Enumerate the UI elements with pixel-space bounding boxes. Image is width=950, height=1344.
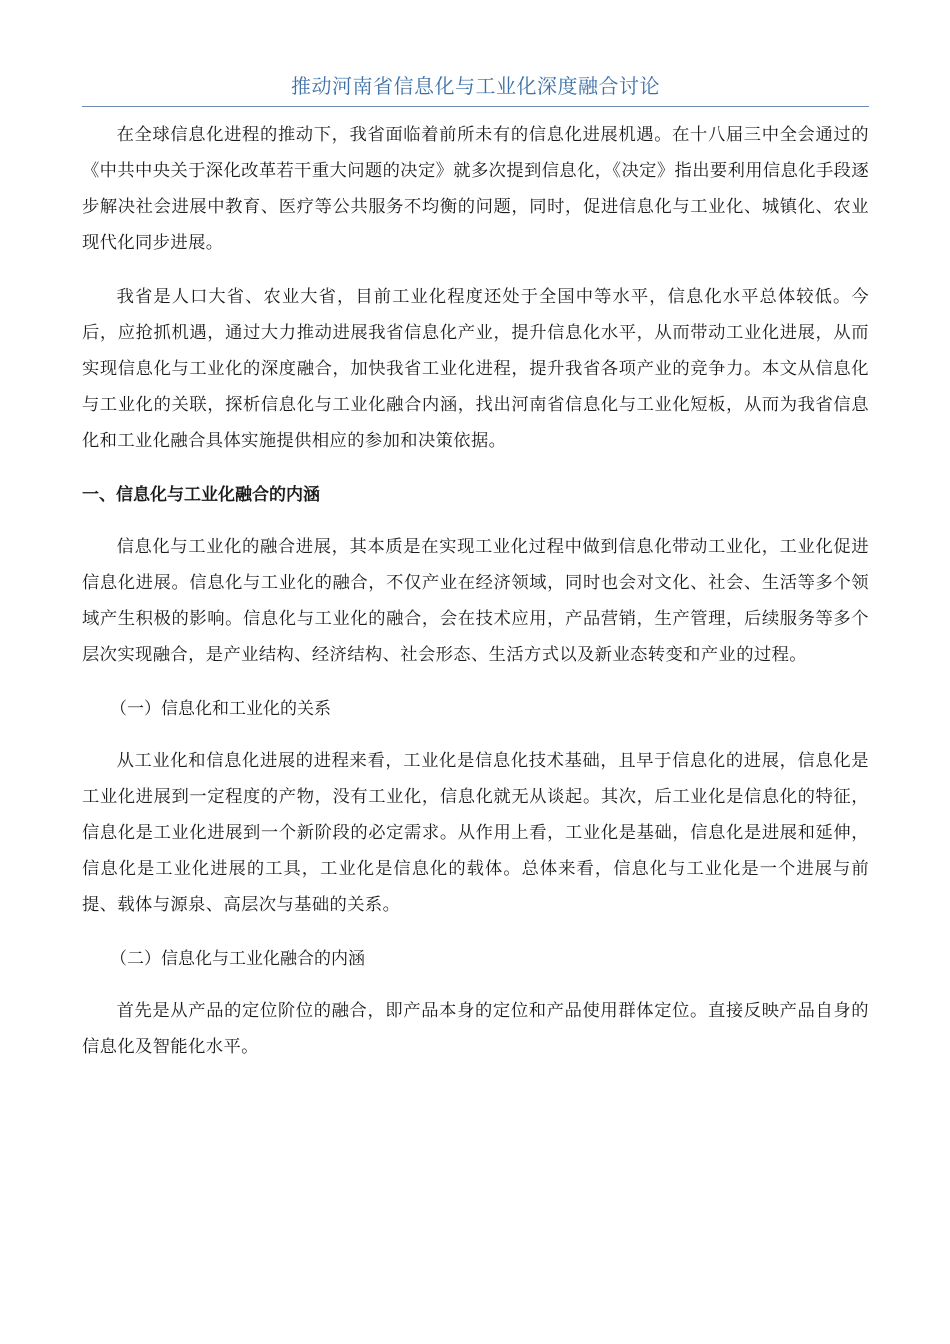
section-heading-1: 一、信息化与工业化融合的内涵 [82,485,320,505]
document-page [82,72,869,1083]
paragraph-intro-1: 在全球信息化进程的推动下，我省面临着前所未有的信息化进展机遇。在十八届三中全会通过的《中共中央关于深化改革若干重大问题的决定》就多次提到信息化，《决定》指出要利用信息化手段逐步解决社会进展中教育、医疗等公共服务不均衡的问题，同时，促进信息化与工业化、城镇化、农业现代化同步进展。 [82,125,870,253]
paragraph-intro-2: 我省是人口大省、农业大省，目前工业化程度还处于全国中等水平，信息化水平总体较低。今后，应抢抓机遇，通过大力推动进展我省信息化产业，提升信息化水平，从而带动工业化进展，从而实现信息化与工业化的深度融合，加快我省工业化进程，提升我省各项产业的竞争力。本文从信息化与工业化的关联，探析信息化与工业化融合内涵，找出河南省信息化与工业化短板，从而为我省信息化和工业化融合具体实施提供相应的参加和决策依据。 [82,287,869,451]
paragraph-subsection-1: 从工业化和信息化进展的进程来看，工业化是信息化技术基础，且早于信息化的进展，信息化是工业化进展到一定程度的产物，没有工业化，信息化就无从谈起。其次，后工业化是信息化的特征，信息化是工业化进展到一个新阶段的必定需求。从作用上看，工业化是基础，信息化是进展和延伸，信息化是工业化进展的工具，工业化是信息化的载体。总体来看，信息化与工业化是一个进展与前提、载体与源泉、高层次与基础的关系。 [82,751,869,915]
subsection-heading-1: （一）信息化和工业化的关系 [110,699,331,719]
paragraph-section-1: 信息化与工业化的融合进展，其本质是在实现工业化过程中做到信息化带动工业化，工业化促进信息化进展。信息化与工业化的融合，不仅产业在经济领域，同时也会对文化、社会、生活等多个领域产生积极的影响。信息化与工业化的融合，会在技术应用，产品营销，生产管理，后续服务等多个层次实现融合，是产业结构、经济结构、社会形态、生活方式以及新业态转变和产业的过程。 [82,537,869,665]
subsection-heading-2: （二）信息化与工业化融合的内涵 [110,949,365,969]
document-body [82,117,869,1065]
document-title: 推动河南省信息化与工业化深度融合讨论 [82,72,869,107]
paragraph-subsection-2: 首先是从产品的定位阶位的融合，即产品本身的定位和产品使用群体定位。直接反映产品自身的信息化及智能化水平。 [82,1001,869,1057]
